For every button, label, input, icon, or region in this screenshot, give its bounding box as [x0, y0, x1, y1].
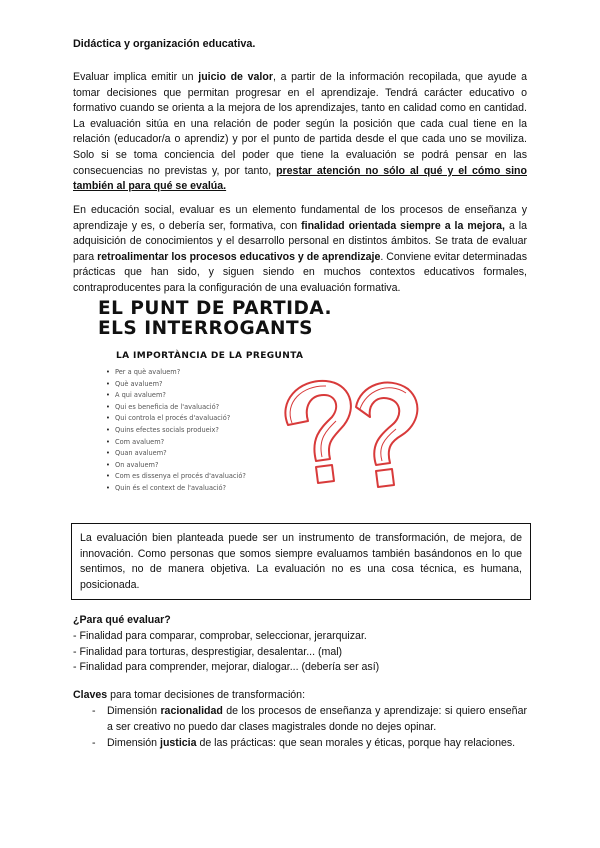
p2-text-1: En educación social, evaluar es un elemento fundamental de los procesos de enseñanza y aprendizaje y es, o debería ser, formativa, con [73, 204, 527, 232]
finalidad-line: - Finalidad para comprender, mejorar, dialogar... (debería ser así) [73, 661, 380, 674]
question-item: • A qui avaluem? [106, 390, 246, 402]
interrogants-figure [98, 299, 518, 504]
claves-item-justicia [92, 736, 527, 752]
figure-title-line-2: ELS INTERROGANTS [98, 318, 313, 339]
question-item: • Per a què avaluem? [106, 367, 246, 379]
claves-item-bold: justicia [160, 737, 197, 750]
claves-bold: Claves [73, 689, 108, 701]
finalidad-list [73, 629, 379, 676]
figure-subtitle: LA IMPORTÀNCIA DE LA PREGUNTA [116, 351, 304, 361]
question-item: • Com es dissenya el procés d'avaluació? [106, 471, 246, 483]
claves-item-post: de las prácticas: que sean morales y éticas, porque hay relaciones. [196, 737, 516, 750]
p2-text-2: a la adquisición de conocimientos y el desarrollo personal en distintos ámbitos. Se trata de evaluar para [73, 219, 528, 263]
claves-list [92, 704, 527, 753]
claves-rest: para tomar decisiones de transformación: [107, 689, 306, 701]
p2-bold-retroalimentar: retroalimentar los procesos educativos y de aprendizaje [97, 250, 381, 263]
question-mark-left [285, 381, 351, 483]
claves-heading [73, 688, 305, 704]
question-item: • Quan avaluem? [106, 448, 246, 460]
p2-text-3: . Conviene evitar determinadas prácticas que han sido, y siguen siendo en muchos contextos educativos formales, contraproducentes para la configuración de una evaluación formativa. [73, 250, 527, 294]
question-item: • Quin és el context de l'avaluació? [106, 483, 246, 495]
claves-item-racionalidad [92, 704, 527, 735]
question-item: • Qui es beneficia de l'avaluació? [106, 402, 246, 414]
question-item: • Com avaluem? [106, 437, 246, 449]
p1-text-1: Evaluar implica emitir un [73, 71, 199, 83]
claves-item-pre: Dimensión [107, 737, 160, 750]
claves-item-bold: racionalidad [160, 705, 223, 717]
question-item: • Qui controla el procés d'avaluació? [106, 413, 246, 425]
claves-item-pre: Dimensión [107, 705, 161, 717]
question-mark-right [356, 383, 417, 487]
p1-bold-juicio: juicio de valor [198, 71, 273, 83]
document-title: Didáctica y organización educativa. [73, 38, 256, 50]
question-item: • Quins efectes socials produeix? [106, 425, 246, 437]
finalidad-line: - Finalidad para torturas, desprestigiar, desalentar... (mal) [73, 645, 343, 658]
finalidad-line: - Finalidad para comparar, comprobar, seleccionar, jerarquizar. [73, 630, 367, 642]
paragraph-evaluar [73, 70, 527, 195]
highlight-box: La evaluación bien planteada puede ser un instrumento de transformación, de mejora, de innovación. Como personas que somos siempre evaluamos también basándonos en lo que sentimos, no de manera objetiva. La evaluación no es una cosa técnica, es humana, posicionada. [71, 523, 531, 600]
question-marks-icon [278, 367, 428, 497]
p1-bold-underlined: prestar atención no sólo al qué y el cómo sino también al para qué se evalúa. [73, 164, 527, 193]
p1-text-2: , a partir de la información recopilada, que ayude a tomar decisiones que permitan progresar en el aprendizaje. Tendrá carácter educativo o formativo cuando se orienta a la mejora de los aprendizajes, tanto en calidad como en cantidad. La evaluación sitúa en una relación de poder según la posición que cada cual tiene en la relación (educador/a o aprendiz) y por el punto de partida desde el que cada uno se moviliza. Solo si se toma conciencia del poder que tiene la evaluación se podrá pensar en las consecuencias no previstas y, por tanto, [73, 71, 528, 177]
para-que-evaluar-heading: ¿Para qué evaluar? [73, 614, 171, 626]
figure-title-line-1: EL PUNT DE PARTIDA. [98, 298, 333, 319]
question-list [106, 367, 246, 495]
question-item: • Què avaluem? [106, 379, 246, 391]
paragraph-educacion-social [73, 203, 527, 297]
p2-bold-finalidad: finalidad orientada siempre a la mejora, [301, 219, 506, 232]
claves-item-post: de los procesos de enseñanza y aprendizaje: si quiero enseñar a ser creativo no puedo dar clases magistrales donde no dejes opinar. [107, 705, 527, 733]
figure-title [98, 299, 518, 339]
question-item: • On avaluem? [106, 460, 246, 472]
